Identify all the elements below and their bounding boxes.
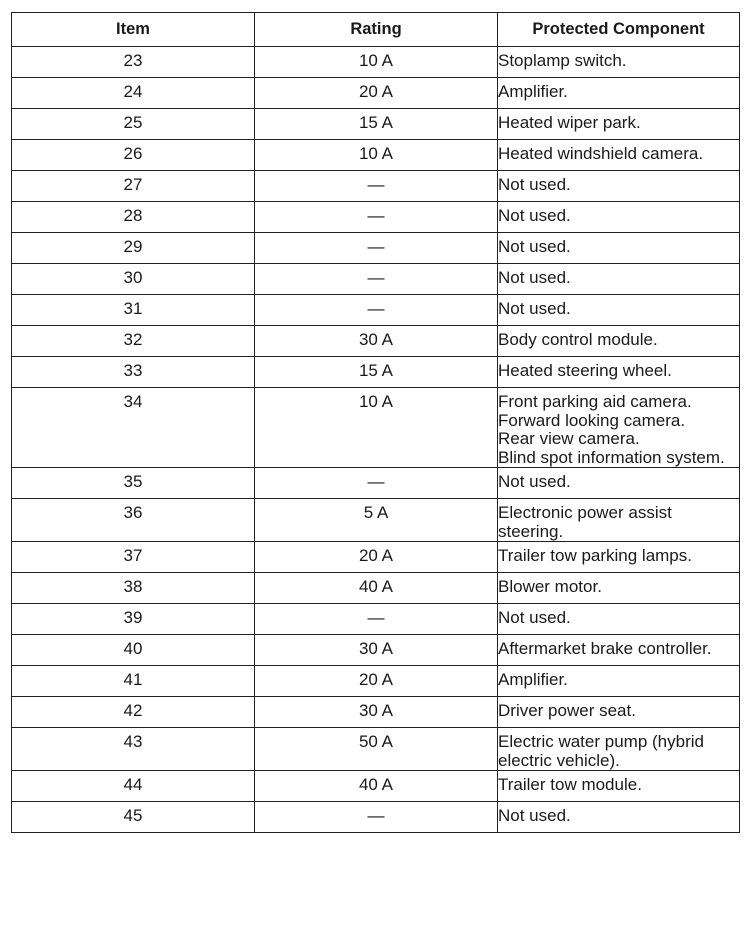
cell-item: 31 [12,295,255,326]
cell-item: 43 [12,728,255,771]
cell-item: 37 [12,542,255,573]
cell-rating: 15 A [255,109,498,140]
cell-item: 42 [12,697,255,728]
cell-rating: 50 A [255,728,498,771]
cell-component: Not used. [498,604,740,635]
header-component: Protected Component [498,13,740,47]
cell-rating: — [255,295,498,326]
cell-item: 25 [12,109,255,140]
cell-rating: — [255,802,498,833]
table-row [12,499,740,542]
cell-item: 23 [12,47,255,78]
header-row [12,13,740,47]
cell-rating: — [255,264,498,295]
table-body [12,47,740,833]
table-row [12,666,740,697]
cell-component: Trailer tow module. [498,771,740,802]
cell-rating: 40 A [255,771,498,802]
table-header [12,13,740,47]
cell-item: 40 [12,635,255,666]
fuse-table [11,12,740,833]
table-row [12,326,740,357]
table-row [12,264,740,295]
cell-rating: 10 A [255,47,498,78]
cell-rating: — [255,171,498,202]
cell-component: Aftermarket brake controller. [498,635,740,666]
cell-component: Not used. [498,468,740,499]
cell-item: 44 [12,771,255,802]
cell-item: 45 [12,802,255,833]
table-row [12,171,740,202]
cell-rating: — [255,202,498,233]
cell-rating: 15 A [255,357,498,388]
cell-rating: 10 A [255,388,498,468]
cell-component: Amplifier. [498,78,740,109]
cell-rating: — [255,468,498,499]
cell-item: 39 [12,604,255,635]
table-row [12,202,740,233]
table-row [12,295,740,326]
table-row [12,573,740,604]
cell-rating: — [255,233,498,264]
cell-component: Heated wiper park. [498,109,740,140]
table-row [12,728,740,771]
table-row [12,109,740,140]
header-rating: Rating [255,13,498,47]
table-row [12,47,740,78]
cell-item: 36 [12,499,255,542]
table-row [12,635,740,666]
cell-rating: 30 A [255,326,498,357]
cell-rating: 30 A [255,635,498,666]
cell-item: 35 [12,468,255,499]
cell-component: Amplifier. [498,666,740,697]
cell-item: 27 [12,171,255,202]
cell-component: Blower motor. [498,573,740,604]
cell-item: 28 [12,202,255,233]
cell-rating: 40 A [255,573,498,604]
cell-component: Not used. [498,171,740,202]
cell-item: 41 [12,666,255,697]
cell-item: 24 [12,78,255,109]
table-row [12,604,740,635]
table-row [12,802,740,833]
cell-rating: 20 A [255,78,498,109]
cell-component: Not used. [498,264,740,295]
cell-component: Heated steering wheel. [498,357,740,388]
cell-component: Electronic power assist steering. [498,499,740,542]
cell-component: Front parking aid camera. Forward looking camera. Rear view camera. Blind spot information system. [498,388,740,468]
cell-rating: 20 A [255,666,498,697]
cell-component: Heated windshield camera. [498,140,740,171]
table-row [12,771,740,802]
cell-component: Not used. [498,295,740,326]
table-row [12,697,740,728]
cell-rating: 10 A [255,140,498,171]
cell-item: 29 [12,233,255,264]
table-row [12,468,740,499]
cell-component: Driver power seat. [498,697,740,728]
cell-item: 33 [12,357,255,388]
cell-item: 26 [12,140,255,171]
cell-rating: 5 A [255,499,498,542]
table-row [12,233,740,264]
cell-component: Not used. [498,202,740,233]
cell-component: Electric water pump (hybrid electric vehicle). [498,728,740,771]
cell-item: 38 [12,573,255,604]
cell-component: Stoplamp switch. [498,47,740,78]
table-row [12,78,740,109]
cell-rating: — [255,604,498,635]
table-row [12,542,740,573]
cell-component: Body control module. [498,326,740,357]
cell-component: Not used. [498,802,740,833]
cell-item: 34 [12,388,255,468]
cell-rating: 30 A [255,697,498,728]
cell-item: 30 [12,264,255,295]
cell-rating: 20 A [255,542,498,573]
cell-component: Trailer tow parking lamps. [498,542,740,573]
cell-component: Not used. [498,233,740,264]
table-row [12,388,740,468]
header-item: Item [12,13,255,47]
cell-item: 32 [12,326,255,357]
table-row [12,357,740,388]
table-row [12,140,740,171]
